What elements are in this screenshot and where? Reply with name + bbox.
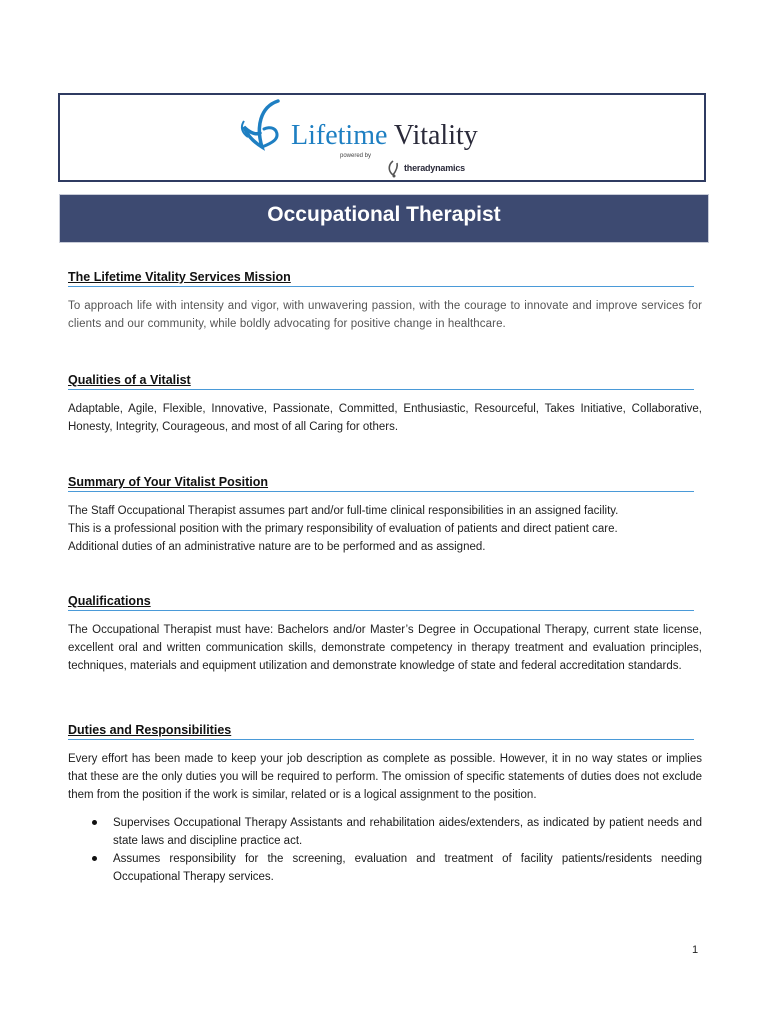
section-heading: Qualities of a Vitalist	[68, 373, 694, 390]
logo-header-box	[58, 93, 706, 182]
powered-by-label: powered by	[340, 153, 372, 159]
section-qualifications	[68, 594, 702, 675]
section-summary	[68, 475, 702, 556]
section-heading: The Lifetime Vitality Services Mission	[68, 270, 694, 287]
section-paragraph-group	[68, 502, 702, 556]
logo	[238, 95, 538, 184]
section-duties	[68, 723, 702, 886]
list-item: Assumes responsibility for the screening, evaluation and treatment of facility patients/residents needing Occupational Therapy services.	[68, 850, 702, 886]
brand-name-lifetime: Lifetime	[291, 120, 388, 151]
section-paragraph: Additional duties of an administrative nature are to be performed and as assigned.	[68, 541, 486, 553]
section-heading: Qualifications	[68, 594, 694, 611]
section-paragraph: The Staff Occupational Therapist assumes part and/or full-time clinical responsibilities in an assigned facility.	[68, 505, 619, 517]
section-heading: Duties and Responsibilities	[68, 723, 694, 740]
section-paragraph: To approach life with intensity and vigor, with unwavering passion, with the courage to innovate and improve services for clients and our community, while boldly advocating for positive change in healthcare.	[68, 300, 702, 330]
section-paragraph: This is a professional position with the primary responsibility of evaluation of patients and direct patient care.	[68, 523, 618, 535]
brand-name	[291, 121, 478, 151]
section-heading: Summary of Your Vitalist Position	[68, 475, 694, 492]
page-title: Occupational Therapist	[267, 203, 501, 226]
page-number: 1	[692, 944, 699, 956]
section-paragraph: The Occupational Therapist must have: Bachelors and/or Master’s Degree in Occupational Therapy, current state license, excellent oral and written communication skills, demonstrate competency in therapy treatment and evaluation principles, techniques, materials and equipment utilization and demonstrate knowledge of state and federal accreditation standards.	[68, 624, 702, 672]
butterfly-logo-icon	[238, 97, 294, 161]
brand-name-vitality: Vitality	[387, 120, 478, 151]
duties-list	[68, 814, 702, 886]
list-item: Supervises Occupational Therapy Assistants and rehabilitation aides/extenders, as indicated by patient needs and state laws and discipline practice act.	[68, 814, 702, 850]
theradynamics-mark-icon	[386, 159, 400, 179]
title-band	[59, 194, 709, 243]
section-qualities	[68, 373, 702, 436]
section-paragraph: Every effort has been made to keep your job description as complete as possible. However, it in no way states or implies that these are the only duties you will be required to perform. The omission of specific statements of duties does not exclude them from the position if the work is similar, related or is a logical assignment to the position.	[68, 753, 702, 801]
section-mission	[68, 270, 702, 333]
section-paragraph: Adaptable, Agile, Flexible, Innovative, Passionate, Committed, Enthusiastic, Resourceful, Takes Initiative, Collaborative, Honesty, Integrity, Courageous, and most of all Caring for others.	[68, 403, 702, 433]
partner-name: theradynamics	[404, 163, 465, 173]
